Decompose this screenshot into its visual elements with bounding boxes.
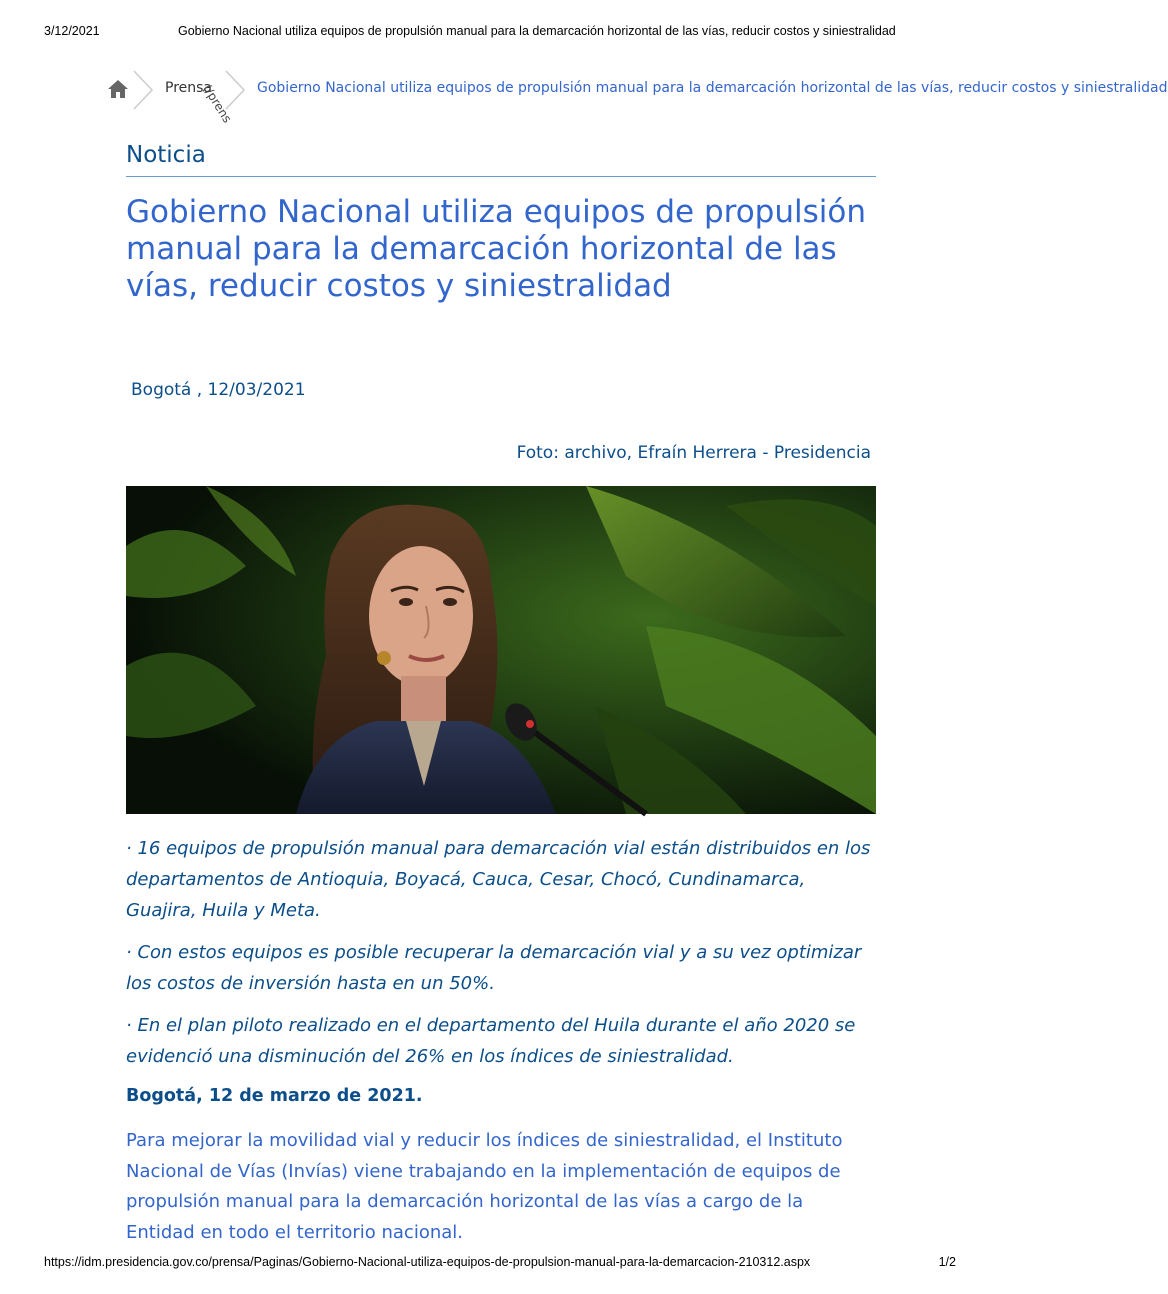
photo-caption: Foto: archivo, Efraín Herrera - Presidencia bbox=[516, 443, 871, 463]
article-lead-date: Bogotá, 12 de marzo de 2021. bbox=[126, 1086, 423, 1106]
highlight-item: · 16 equipos de propulsión manual para demarcación vial están distribuidos en los departamentos de Antioquia, Boyacá, Cauca, Cesar, Chocó, Cundinamarca, Guajira, Huila y Meta. bbox=[126, 838, 871, 921]
print-url: https://idm.presidencia.gov.co/prensa/Paginas/Gobierno-Nacional-utiliza-equipos-de-propulsion-manual-para-la-demarcacion-210312.aspx bbox=[44, 1255, 811, 1269]
print-title: Gobierno Nacional utiliza equipos de propulsión manual para la demarcación horizontal de las vías, reducir costos y siniestralidad bbox=[178, 24, 896, 38]
section-label: Noticia bbox=[126, 142, 206, 168]
article-headline: Gobierno Nacional utiliza equipos de propulsión manual para la demarcación horizontal de las vías, reducir costos y siniestralidad bbox=[126, 194, 866, 304]
print-footer bbox=[44, 1255, 956, 1271]
article-body-paragraph: Para mejorar la movilidad vial y reducir los índices de siniestralidad, el Instituto Nacional de Vías (Invías) viene trabajando en la implementación de equipos de propulsión manual para la demarcación horizontal de las vías a cargo de la Entidad en todo el territorio nacional. bbox=[126, 1130, 843, 1243]
breadcrumb-current-link[interactable]: Gobierno Nacional utiliza equipos de propulsión manual para la demarcación horizontal de las vías, reducir costos y siniestralidad bbox=[257, 80, 1168, 96]
breadcrumb-prensa-link[interactable]: Prensa bbox=[165, 80, 213, 96]
section-divider bbox=[126, 176, 876, 177]
highlight-item: · Con estos equipos es posible recuperar la demarcación vial y a su vez optimizar los costos de inversión hasta en un 50%. bbox=[126, 942, 862, 994]
article-dateline: Bogotá , 12/03/2021 bbox=[131, 380, 306, 400]
breadcrumb bbox=[106, 70, 1168, 126]
highlight-item: · En el plan piloto realizado en el departamento del Huila durante el año 2020 se evidenció una disminución del 26% en los índices de siniestralidad. bbox=[126, 1015, 856, 1067]
print-page-number: 1/2 bbox=[938, 1255, 956, 1269]
print-date: 3/12/2021 bbox=[44, 24, 100, 38]
chevron-right-icon bbox=[132, 70, 156, 110]
chevron-right-icon bbox=[224, 70, 248, 110]
breadcrumb-prensa-slug: (/prens bbox=[200, 82, 235, 126]
article-photo bbox=[126, 486, 876, 814]
print-header bbox=[44, 24, 956, 40]
home-icon[interactable] bbox=[106, 78, 130, 100]
article-highlights bbox=[126, 833, 876, 1083]
